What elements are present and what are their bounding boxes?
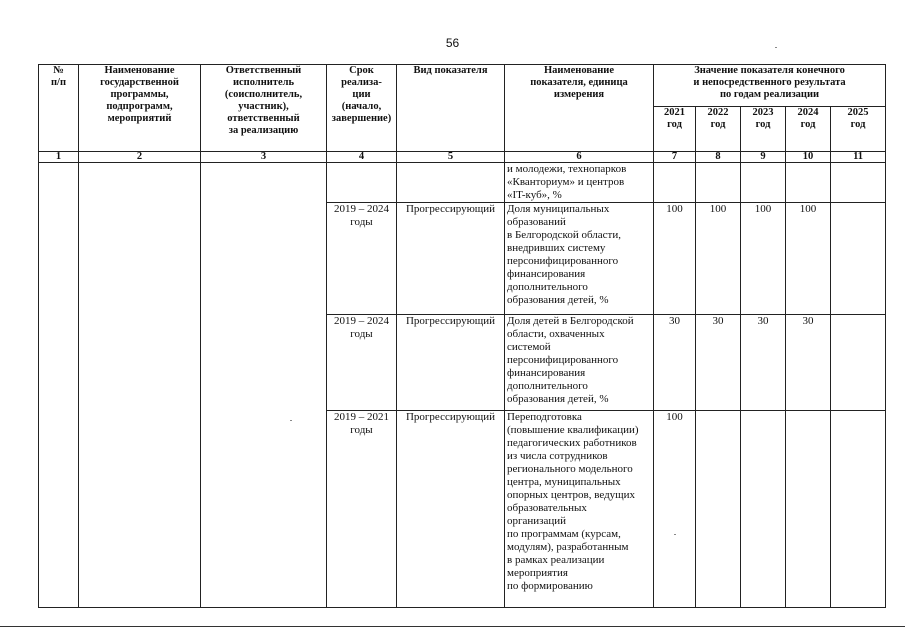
header-row bbox=[39, 65, 886, 107]
column-number: 9 bbox=[741, 151, 786, 162]
header-year: 2021 год bbox=[654, 107, 696, 151]
header-year: 2023 год bbox=[741, 107, 786, 151]
cell-value bbox=[831, 411, 886, 608]
column-numbers-row bbox=[39, 151, 886, 162]
scan-speck bbox=[290, 420, 292, 421]
cell-period bbox=[327, 162, 397, 202]
cell-value bbox=[741, 162, 786, 202]
header-indicator-type: Вид показателя bbox=[397, 65, 505, 152]
cell-value: 100 bbox=[654, 202, 696, 314]
cell-value: 100 bbox=[654, 411, 696, 608]
cell-indicator-name: и молодежи, технопарков «Кванториум» и центров «IT-куб», % bbox=[505, 162, 654, 202]
column-number: 10 bbox=[786, 151, 831, 162]
header-program-name: Наименование государственной программы, подпрограмм, мероприятий bbox=[79, 65, 201, 152]
column-number: 7 bbox=[654, 151, 696, 162]
cell-type: Прогрессирующий bbox=[397, 314, 505, 411]
cell-period: 2019 – 2024 годы bbox=[327, 202, 397, 314]
header-year: 2025 год bbox=[831, 107, 886, 151]
cell-value: 30 bbox=[696, 314, 741, 411]
cell-value bbox=[786, 162, 831, 202]
scan-edge-line bbox=[0, 626, 905, 627]
cell-period: 2019 – 2024 годы bbox=[327, 314, 397, 411]
cell-value bbox=[831, 162, 886, 202]
table-row bbox=[39, 162, 886, 202]
cell-type bbox=[397, 162, 505, 202]
column-number: 11 bbox=[831, 151, 886, 162]
cell-value: 100 bbox=[696, 202, 741, 314]
cell-value bbox=[696, 162, 741, 202]
cell-value: 30 bbox=[786, 314, 831, 411]
cell-program bbox=[79, 162, 201, 607]
cell-type: Прогрессирующий bbox=[397, 411, 505, 608]
cell-value bbox=[654, 162, 696, 202]
cell-indicator-name: Доля муниципальных образований в Белгородской области, внедривших систему персонифицированного финансирования дополнительного образования детей, % bbox=[505, 202, 654, 314]
cell-value: 30 bbox=[741, 314, 786, 411]
header-indicator-name: Наименование показателя, единица измерения bbox=[505, 65, 654, 152]
cell-number bbox=[39, 162, 79, 607]
cell-value bbox=[741, 411, 786, 608]
cell-value: 100 bbox=[786, 202, 831, 314]
cell-value bbox=[831, 314, 886, 411]
column-number: 8 bbox=[696, 151, 741, 162]
column-number: 5 bbox=[397, 151, 505, 162]
column-number: 3 bbox=[201, 151, 327, 162]
cell-indicator-name: Переподготовка (повышение квалификации) педагогических работников из числа сотрудников регионального модельного центра, муниципальных опорных центров, ведущих образовательных организаций по программам (курсам, модулям), разработанным в рамках реализации мероприятия по формированию bbox=[505, 411, 654, 608]
cell-type: Прогрессирующий bbox=[397, 202, 505, 314]
header-period: Срок реализа- ции (начало, завершение) bbox=[327, 65, 397, 152]
cell-value bbox=[696, 411, 741, 608]
header-year: 2024 год bbox=[786, 107, 831, 151]
cell-value bbox=[831, 202, 886, 314]
column-number: 2 bbox=[79, 151, 201, 162]
column-number: 4 bbox=[327, 151, 397, 162]
cell-responsible bbox=[201, 162, 327, 607]
cell-value: 30 bbox=[654, 314, 696, 411]
cell-value: 100 bbox=[741, 202, 786, 314]
scan-speck bbox=[674, 534, 676, 535]
scan-speck bbox=[775, 47, 777, 48]
header-values-by-year: Значение показателя конечного и непосредственного результата по годам реализации bbox=[654, 65, 886, 107]
column-number: 6 bbox=[505, 151, 654, 162]
page-number: 56 bbox=[445, 36, 460, 50]
cell-value bbox=[786, 411, 831, 608]
header-responsible: Ответственный исполнитель (соисполнитель, участник), ответственный за реализацию bbox=[201, 65, 327, 152]
indicators-table bbox=[38, 64, 886, 608]
column-number: 1 bbox=[39, 151, 79, 162]
header-year: 2022 год bbox=[696, 107, 741, 151]
cell-indicator-name: Доля детей в Белгородской области, охваченных системой персонифицированного финансирования дополнительного образования детей, % bbox=[505, 314, 654, 411]
header-number: № п/п bbox=[39, 65, 79, 152]
cell-period: 2019 – 2021 годы bbox=[327, 411, 397, 608]
